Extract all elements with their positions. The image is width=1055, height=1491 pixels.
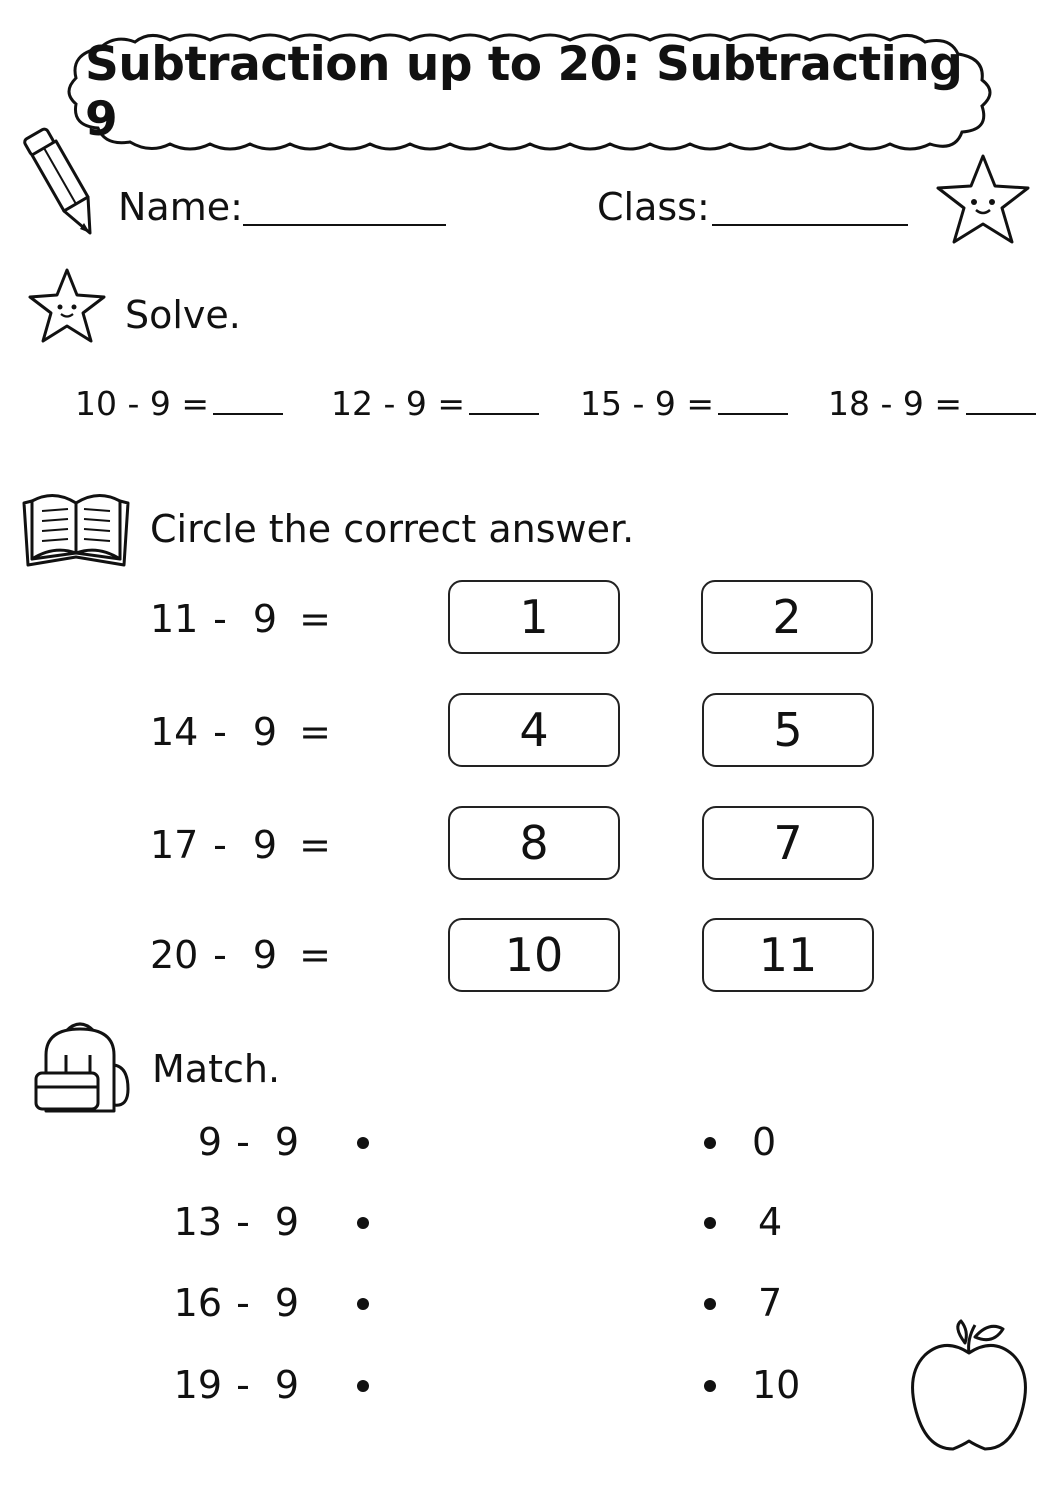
minuend: 13	[173, 1200, 222, 1244]
subtrahend: 9	[252, 933, 278, 977]
solve-item: 10 - 9 =	[75, 385, 283, 420]
minus-sign: -	[236, 1363, 250, 1407]
match-heading: Match.	[152, 1047, 281, 1091]
answer-blank[interactable]	[718, 385, 788, 415]
circle-heading: Circle the correct answer.	[150, 507, 635, 551]
equals-sign: =	[299, 597, 331, 641]
book-icon	[20, 483, 132, 573]
class-field[interactable]	[712, 196, 908, 226]
match-dot[interactable]	[357, 1217, 369, 1229]
match-dot[interactable]	[704, 1298, 716, 1310]
solve-item: 18 - 9 =	[828, 385, 1036, 420]
match-dot[interactable]	[357, 1380, 369, 1392]
equals-sign: =	[299, 933, 331, 977]
answer-option[interactable]: 1	[448, 580, 620, 654]
answer-option[interactable]: 5	[702, 693, 874, 767]
minus-sign: -	[236, 1281, 250, 1325]
star-icon	[24, 265, 110, 347]
minus-sign: -	[213, 710, 227, 754]
subtrahend: 9	[252, 597, 278, 641]
answer-blank[interactable]	[469, 385, 539, 415]
answer-option[interactable]: 11	[702, 918, 874, 992]
subtrahend: 9	[274, 1120, 300, 1164]
minuend: 11	[150, 597, 199, 641]
answer-option[interactable]: 10	[448, 918, 620, 992]
match-dot[interactable]	[357, 1298, 369, 1310]
page-title: Subtraction up to 20: Subtracting 9	[85, 37, 963, 147]
minus-sign: -	[213, 597, 227, 641]
answer-option[interactable]: 8	[448, 806, 620, 880]
name-label: Name:	[118, 185, 243, 229]
name-field[interactable]	[243, 196, 446, 226]
match-dot[interactable]	[704, 1217, 716, 1229]
match-answer: 4	[758, 1200, 783, 1244]
minuend: 9	[197, 1120, 222, 1164]
subtrahend: 9	[274, 1281, 300, 1325]
minus-sign: -	[236, 1120, 250, 1164]
match-dot[interactable]	[357, 1137, 369, 1149]
solve-item: 12 - 9 =	[331, 385, 539, 420]
backpack-icon	[30, 1015, 134, 1119]
match-dot[interactable]	[704, 1137, 716, 1149]
minuend: 16	[173, 1281, 222, 1325]
class-label: Class:	[597, 185, 710, 229]
minuend: 17	[150, 823, 199, 867]
equals-sign: =	[299, 710, 331, 754]
answer-blank[interactable]	[966, 385, 1036, 415]
answer-option[interactable]: 2	[701, 580, 873, 654]
match-dot[interactable]	[704, 1380, 716, 1392]
subtrahend: 9	[252, 823, 278, 867]
solve-item: 15 - 9 =	[580, 385, 788, 420]
minuend: 19	[173, 1363, 222, 1407]
star-icon	[930, 150, 1036, 250]
minuend: 20	[150, 933, 199, 977]
subtrahend: 9	[274, 1363, 300, 1407]
match-answer: 7	[758, 1281, 783, 1325]
subtrahend: 9	[274, 1200, 300, 1244]
minus-sign: -	[213, 933, 227, 977]
equals-sign: =	[299, 823, 331, 867]
minus-sign: -	[236, 1200, 250, 1244]
minus-sign: -	[213, 823, 227, 867]
apple-icon	[905, 1315, 1035, 1457]
subtrahend: 9	[252, 710, 278, 754]
match-answer: 10	[752, 1363, 801, 1407]
answer-option[interactable]: 4	[448, 693, 620, 767]
minuend: 14	[150, 710, 199, 754]
answer-blank[interactable]	[213, 385, 283, 415]
answer-option[interactable]: 7	[702, 806, 874, 880]
pencil-icon	[18, 125, 98, 240]
solve-heading: Solve.	[125, 293, 241, 337]
match-answer: 0	[752, 1120, 777, 1164]
